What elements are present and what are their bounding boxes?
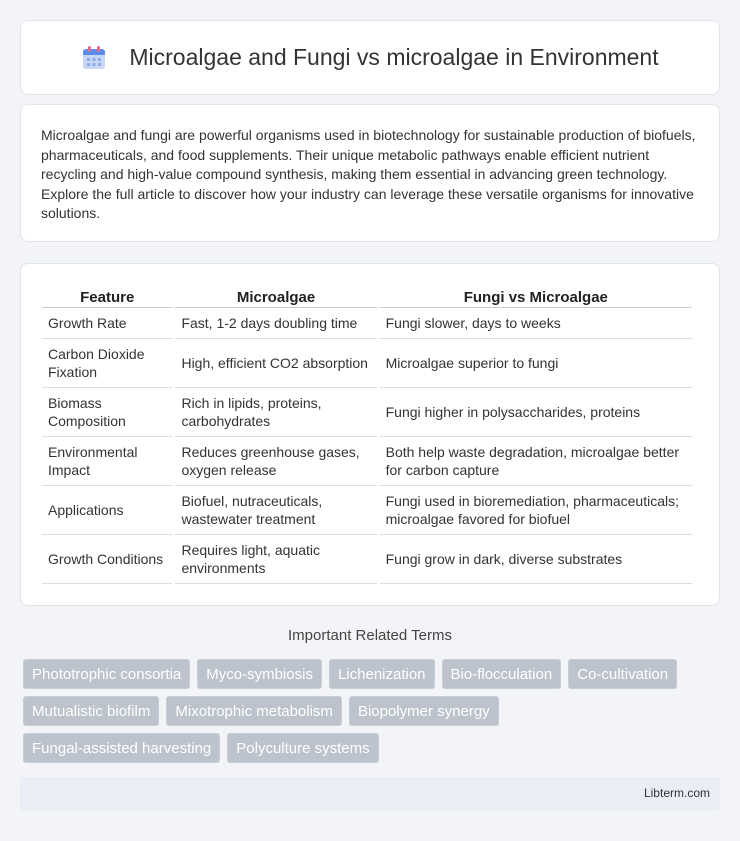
related-term-tag[interactable]: Mixotrophic metabolism	[166, 696, 342, 726]
table-row	[42, 486, 692, 535]
related-term-tag[interactable]: Lichenization	[329, 659, 435, 689]
table-cell: Requires light, aquatic environments	[175, 535, 376, 584]
intro-paragraph: Microalgae and fungi are powerful organisms used in biotechnology for sustainable production of biofuels, pharmaceuticals, and food supplements. Their unique metabolic pathways enable efficient nutrient recycling and high-value compound synthesis, making them essential in advancing green technology. Explore the full article to discover how your industry can leverage these versatile organisms for innovative solutions.	[41, 127, 696, 222]
table-cell: Microalgae superior to fungi	[380, 339, 692, 388]
related-term-tag[interactable]: Mutualistic biofilm	[23, 696, 159, 726]
header-fungi-vs-microalgae: Fungi vs Microalgae	[380, 286, 692, 308]
table-cell: Biomass Composition	[42, 388, 172, 437]
header-feature: Feature	[42, 286, 172, 308]
table-cell: Fungi used in bioremediation, pharmaceuticals; microalgae favored for biofuel	[380, 486, 692, 535]
related-term-tag[interactable]: Phototrophic consortia	[23, 659, 190, 689]
calendar-icon	[81, 45, 107, 71]
related-term-tag[interactable]: Biopolymer synergy	[349, 696, 499, 726]
comparison-table	[39, 286, 695, 584]
intro-card	[20, 104, 720, 242]
table-cell: Growth Rate	[42, 308, 172, 339]
related-terms-heading: Important Related Terms	[288, 627, 452, 644]
table-cell: Both help waste degradation, microalgae better for carbon capture	[380, 437, 692, 486]
title-card	[20, 20, 720, 95]
table-cell: Fast, 1-2 days doubling time	[175, 308, 376, 339]
related-term-tag[interactable]: Co-cultivation	[568, 659, 677, 689]
comparison-table-card	[20, 263, 720, 606]
header-microalgae: Microalgae	[175, 286, 376, 308]
table-row	[42, 339, 692, 388]
table-cell: Rich in lipids, proteins, carbohydrates	[175, 388, 376, 437]
table-cell: Environmental Impact	[42, 437, 172, 486]
related-term-tag[interactable]: Myco-symbiosis	[197, 659, 322, 689]
table-cell: Reduces greenhouse gases, oxygen release	[175, 437, 376, 486]
table-cell: Applications	[42, 486, 172, 535]
table-row	[42, 388, 692, 437]
related-terms-list	[23, 659, 723, 770]
related-term-tag[interactable]: Polyculture systems	[227, 733, 378, 763]
table-cell: Fungi grow in dark, diverse substrates	[380, 535, 692, 584]
footer	[20, 777, 720, 810]
related-term-tag[interactable]: Bio-flocculation	[442, 659, 562, 689]
table-cell: Fungi slower, days to weeks	[380, 308, 692, 339]
table-row	[42, 535, 692, 584]
related-term-tag[interactable]: Fungal-assisted harvesting	[23, 733, 220, 763]
table-cell: Growth Conditions	[42, 535, 172, 584]
table-header-row	[42, 286, 692, 308]
table-row	[42, 308, 692, 339]
footer-site-link[interactable]: Libterm.com	[643, 786, 710, 800]
table-cell: Biofuel, nutraceuticals, wastewater treatment	[175, 486, 376, 535]
table-cell: Carbon Dioxide Fixation	[42, 339, 172, 388]
page-title: Microalgae and Fungi vs microalgae in Environment	[129, 44, 659, 70]
table-cell: Fungi higher in polysaccharides, proteins	[380, 388, 692, 437]
table-cell: High, efficient CO2 absorption	[175, 339, 376, 388]
table-row	[42, 437, 692, 486]
